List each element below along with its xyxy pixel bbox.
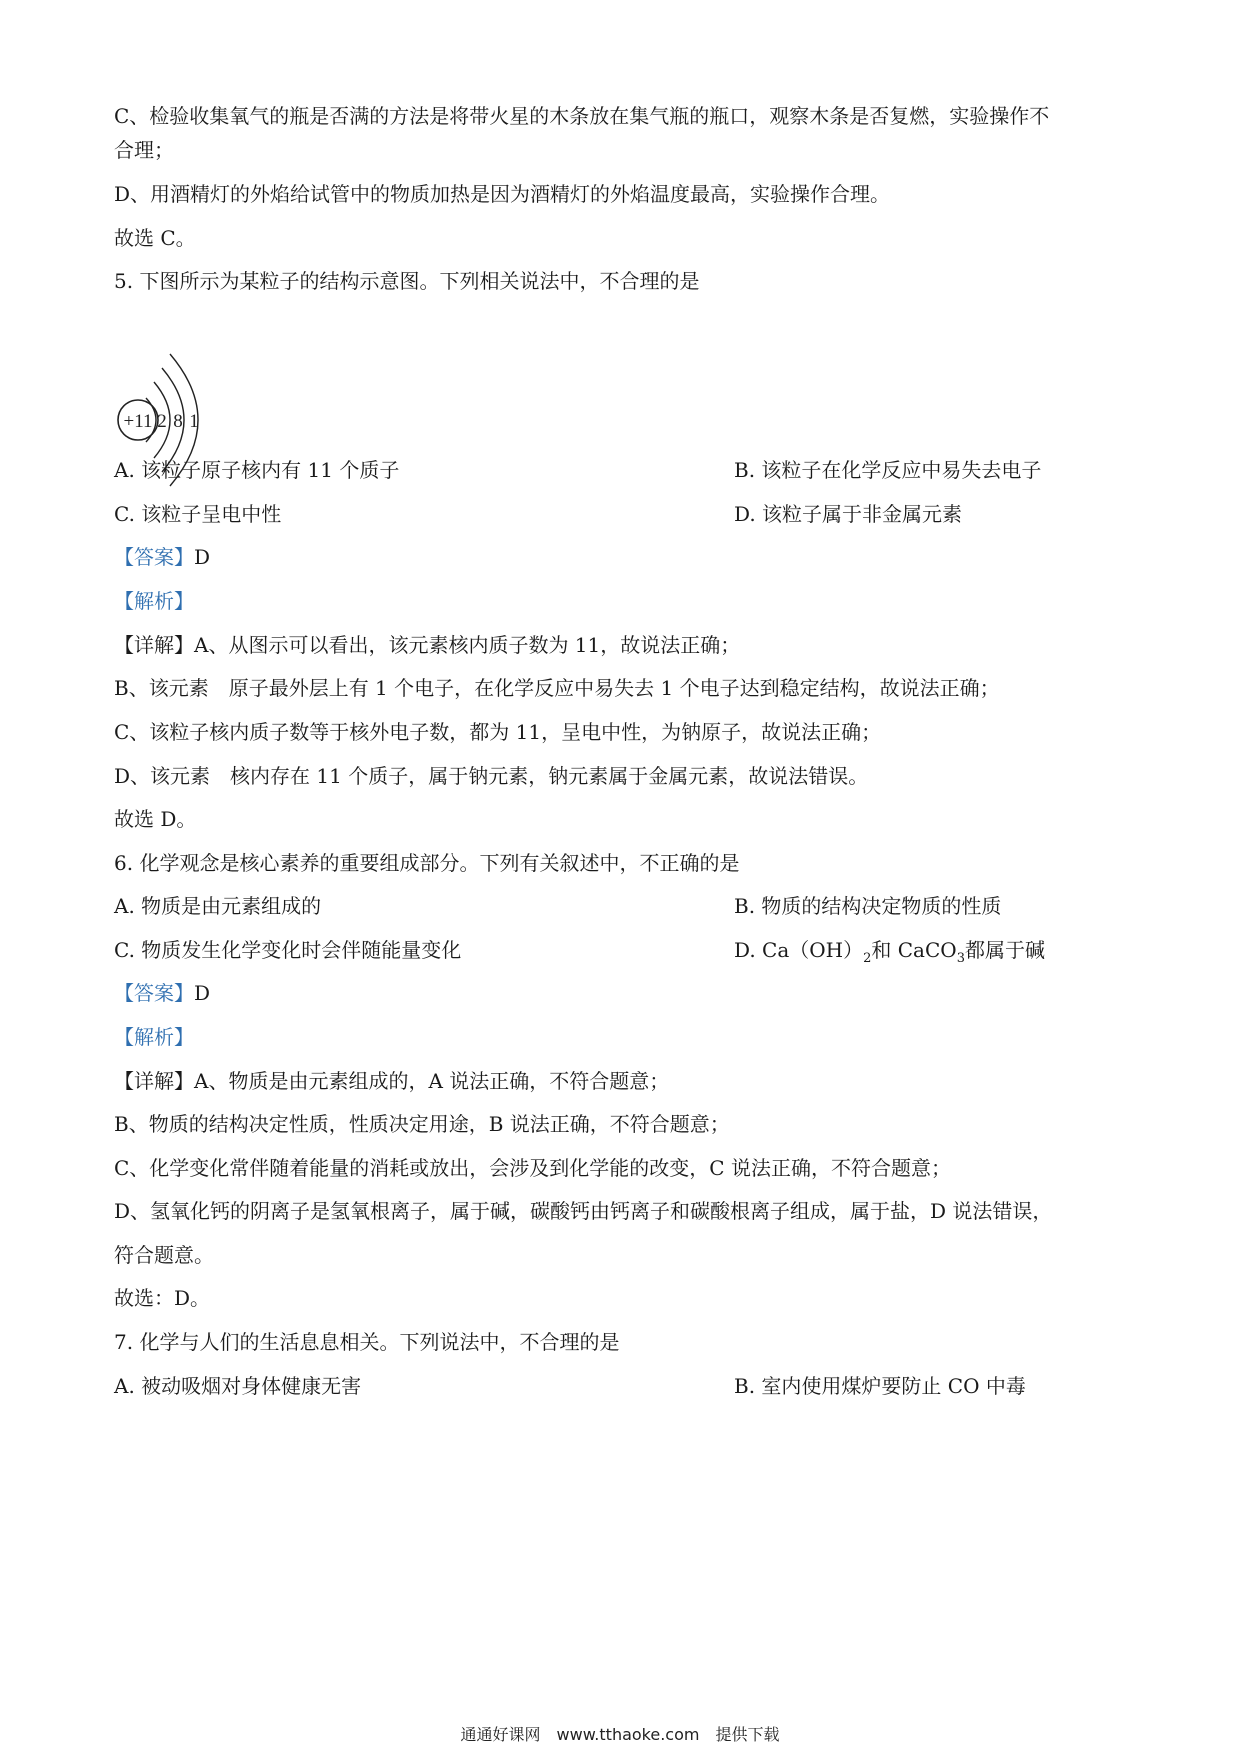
detail-line: C、该粒子核内质子数等于核外电子数，都为 11，呈电中性，为钠原子，故说法正确； [114, 720, 882, 744]
option-row [114, 455, 1140, 485]
conclusion: 故选：D。 [114, 1286, 211, 1310]
question-stem: 5. 下图所示为某粒子的结构示意图。下列相关说法中，不合理的是 [114, 269, 700, 293]
answer-line [114, 542, 1140, 572]
option-row [114, 935, 1140, 965]
option-b: B. 该粒子在化学反应中易失去电子 [734, 458, 1042, 482]
option-b: B. 物质的结构决定物质的性质 [734, 894, 1002, 918]
option-d [734, 935, 1045, 969]
option-d-part: 和 CaCO [871, 938, 957, 962]
option-c: C. 该粒子呈电中性 [114, 502, 282, 526]
option-d: D. 该粒子属于非金属元素 [734, 502, 963, 526]
shell-electron-count: 8 [173, 411, 183, 432]
detail-line: C、化学变化常伴随着能量的消耗或放出，会涉及到化学能的改变，C 说法正确，不符合题意； [114, 1156, 951, 1180]
answer-value: D [194, 545, 211, 569]
answer-tag: 【答案】 [114, 545, 194, 569]
subscript: 2 [863, 951, 872, 966]
answer-tag: 【答案】 [114, 981, 194, 1005]
option-a: A. 被动吸烟对身体健康无害 [114, 1374, 362, 1398]
nucleus-charge: +11 [123, 411, 153, 432]
option-row [114, 891, 1140, 921]
answer-line [114, 978, 1140, 1008]
shell-electron-count: 2 [157, 411, 167, 432]
conclusion: 故选 D。 [114, 807, 197, 831]
text-line: D、用酒精灯的外焰给试管中的物质加热是因为酒精灯的外焰温度最高，实验操作合理。 [114, 182, 891, 206]
footer-credit: 通通好课网 www.tthaoke.com 提供下载 [460, 1725, 780, 1744]
detail-line: D、氢氧化钙的阴离子是氢氧根离子，属于碱，碳酸钙由钙离子和碳酸根离子组成，属于盐，D 说法错误， [114, 1199, 1053, 1223]
option-b: B. 室内使用煤炉要防止 CO 中毒 [734, 1374, 1026, 1398]
option-row [114, 499, 1140, 529]
detail-line: 【详解】A、从图示可以看出，该元素核内质子数为 11，故说法正确； [114, 633, 741, 657]
question-stem: 7. 化学与人们的生活息息相关。下列说法中，不合理的是 [114, 1330, 620, 1354]
question-stem: 6. 化学观念是核心素养的重要组成部分。下列有关叙述中，不正确的是 [114, 851, 740, 875]
analysis-tag: 【解析】 [114, 589, 194, 613]
option-row [114, 1371, 1140, 1401]
analysis-tag: 【解析】 [114, 1025, 194, 1049]
detail-line: 符合题意。 [114, 1243, 214, 1267]
text-line: 合理； [114, 138, 174, 162]
conclusion: 故选 C。 [114, 226, 196, 250]
option-c: C. 物质发生化学变化时会伴随能量变化 [114, 938, 462, 962]
option-a: A. 物质是由元素组成的 [114, 894, 322, 918]
subscript: 3 [956, 951, 965, 966]
option-d-part: 都属于碱 [964, 938, 1045, 962]
detail-line: 【详解】A、物质是由元素组成的，A 说法正确，不符合题意； [114, 1069, 670, 1093]
option-d-part: D. Ca（OH） [734, 938, 864, 962]
detail-line: D、该元素 核内存在 11 个质子，属于钠元素，钠元素属于金属元素，故说法错误。 [114, 764, 869, 788]
option-a: A. 该粒子原子核内有 11 个质子 [114, 458, 400, 482]
answer-value: D [194, 981, 211, 1005]
text-line: C、检验收集氧气的瓶是否满的方法是将带火星的木条放在集气瓶的瓶口，观察木条是否复燃，实验操作不 [114, 104, 1050, 128]
detail-line: B、该元素 原子最外层上有 1 个电子，在化学反应中易失去 1 个电子达到稳定结构，故说法正确； [114, 676, 1000, 700]
shell-electron-count: 1 [189, 411, 199, 432]
detail-line: B、物质的结构决定性质，性质决定用途，B 说法正确，不符合题意； [114, 1112, 730, 1136]
